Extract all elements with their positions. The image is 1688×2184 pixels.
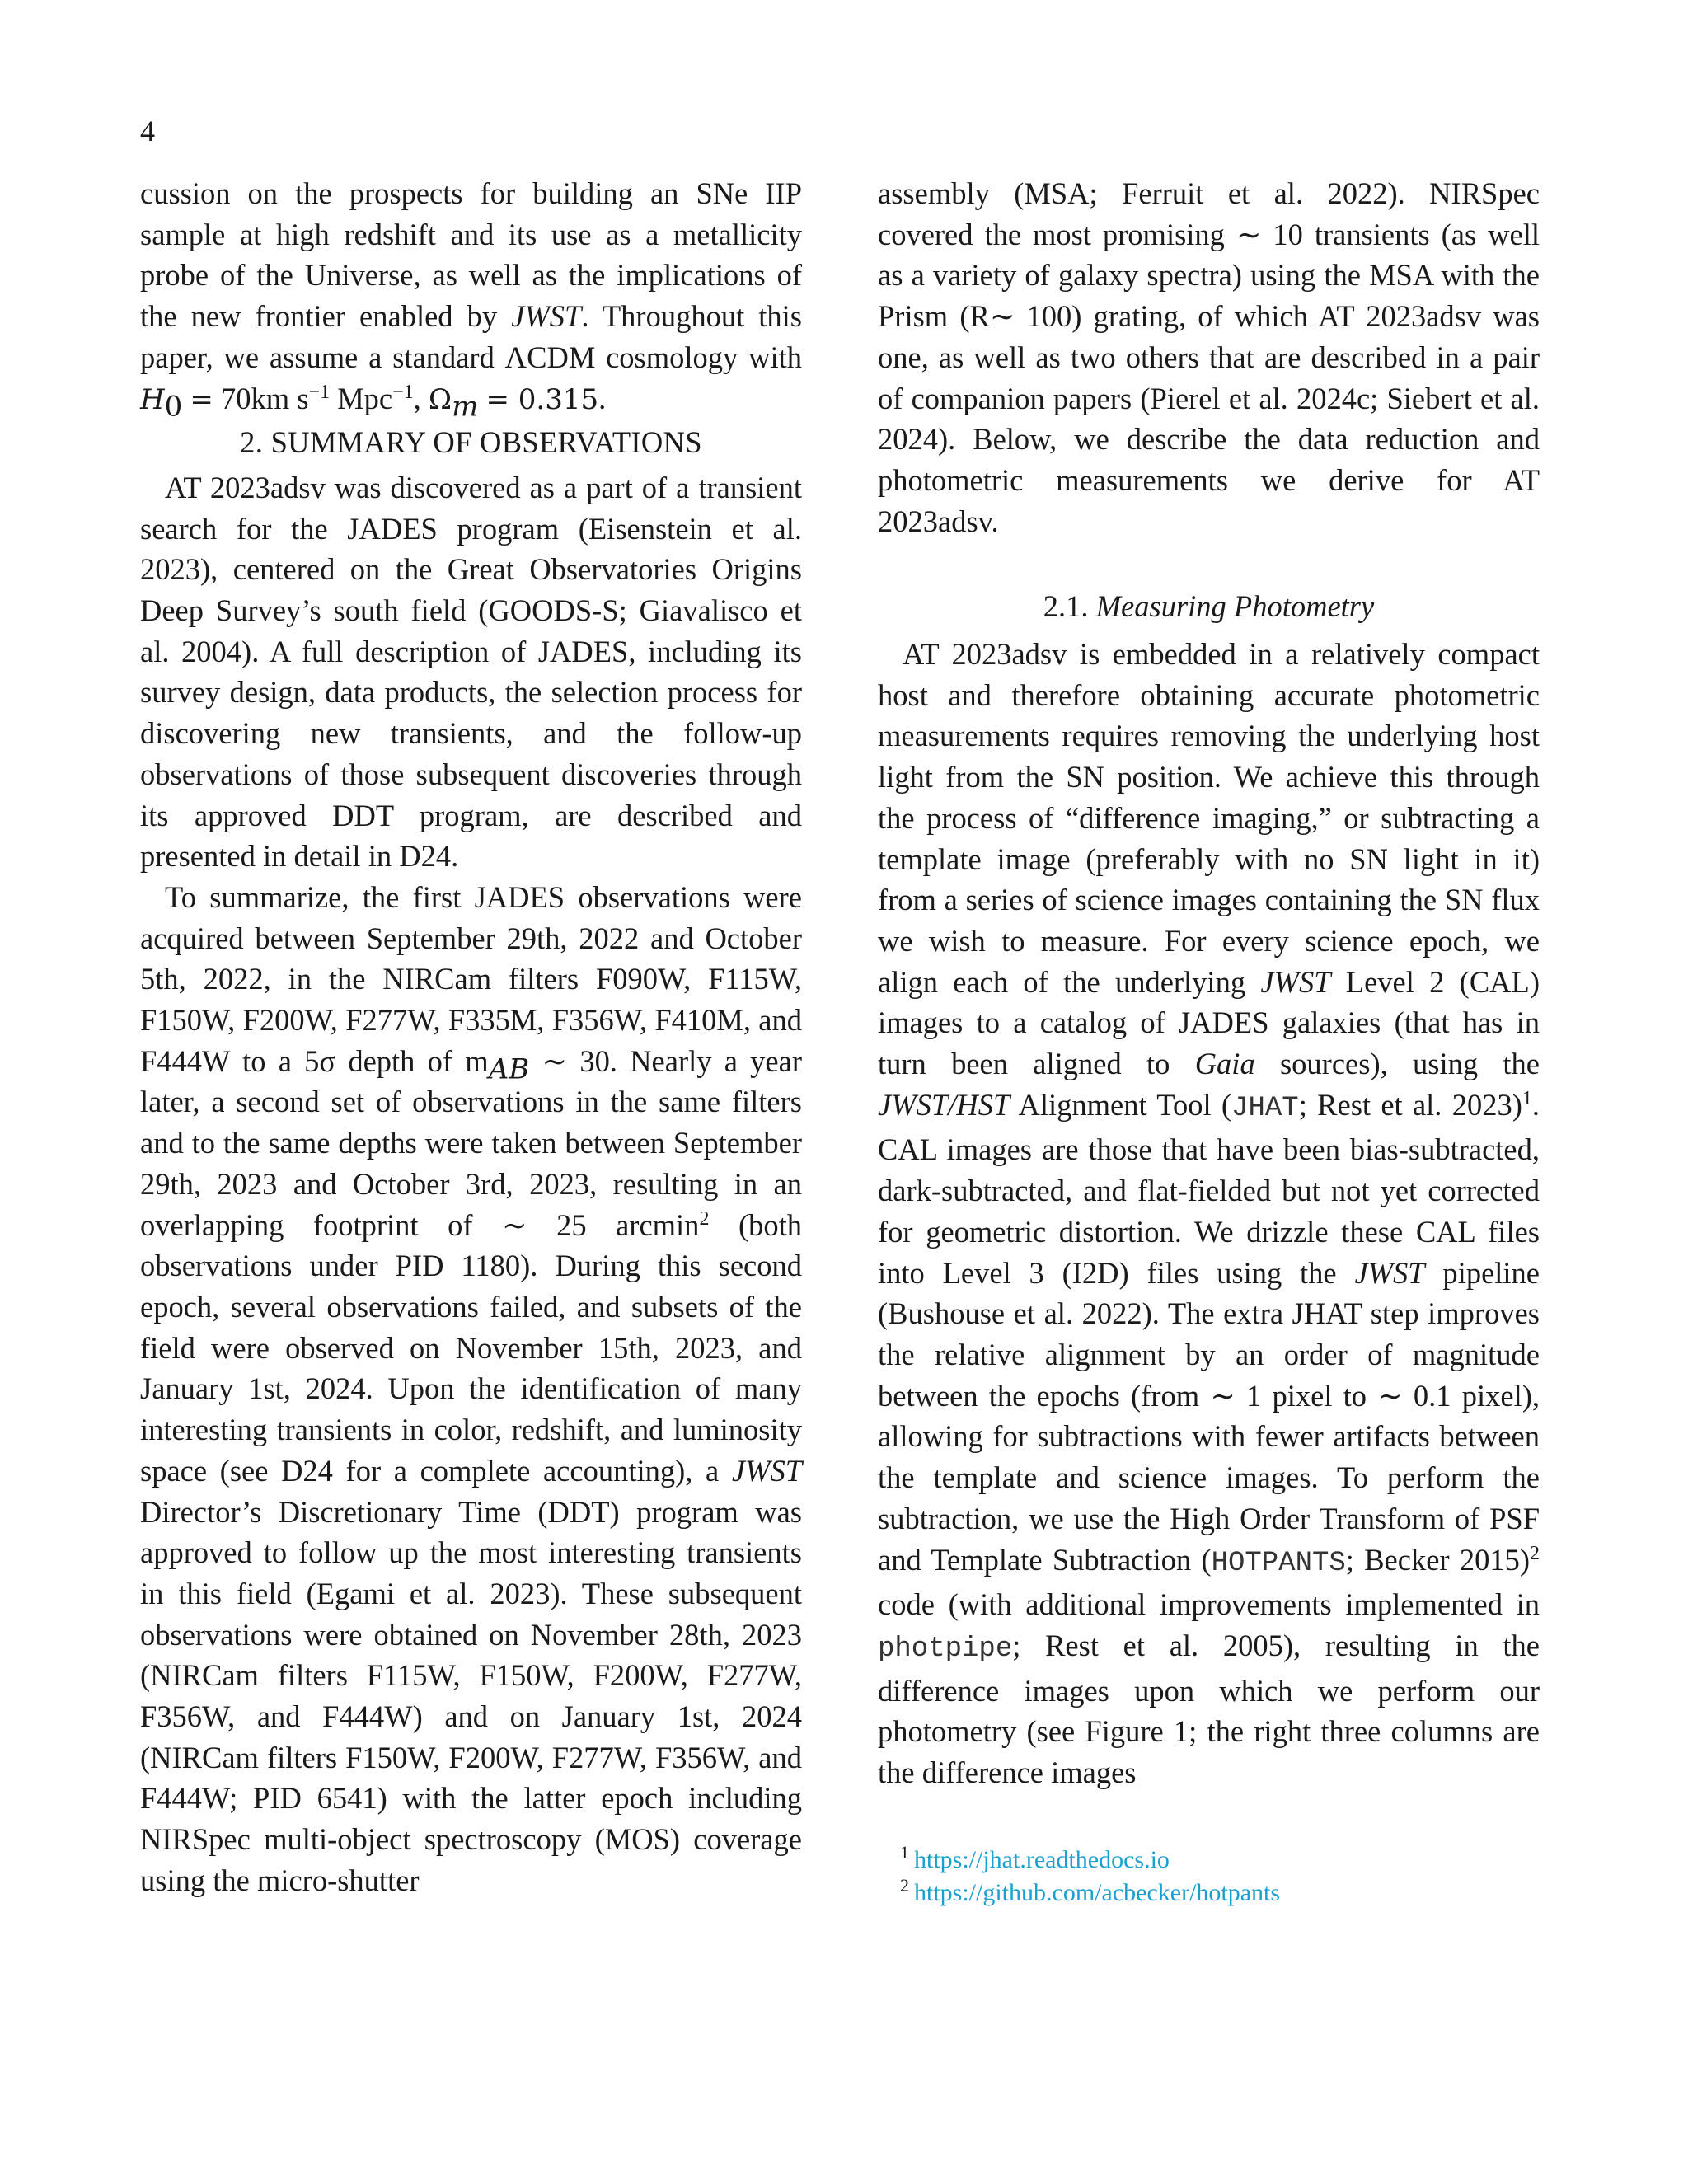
footnote-link-hotpants[interactable]: https://github.com/acbecker/hotpants — [914, 1879, 1281, 1906]
paragraph-msa-continuation: assembly (MSA; Ferruit et al. 2022). NIRSpec covered the most promising ∼ 10 transients (as well as a variety of galaxy spectra) using the MSA with the Prism (R∼ 100) grating, of which AT 2023adsv was one, as well as two others that are described in a pair of companion papers (Pierel et al. 2024c; Siebert et al. 2024). Below, we describe the data reduction and photometric measurements we derive for AT 2023adsv. — [878, 176, 1540, 538]
footnote-2: $^2$ https://github.com/acbecker/hotpants — [900, 1875, 1281, 1906]
subsection-heading-measuring-photometry: 2.1. Measuring Photometry — [1043, 589, 1375, 624]
footnote-ref-1: 1 — [1522, 1087, 1532, 1109]
section-heading-summary-of-observations: 2. SUMMARY OF OBSERVATIONS — [240, 425, 702, 460]
page-number: 4 — [140, 115, 155, 148]
footnote-link-jhat[interactable]: https://jhat.readthedocs.io — [914, 1846, 1170, 1873]
footnote-1: $^1$ https://jhat.readthedocs.io — [900, 1842, 1170, 1873]
paragraph-summary-observations: To summarize, the first JADES observations were acquired between September 29th, 2022 and October 5th, 2022, in the NIRCam filters F090W, F115W, F150W, F200W, F277W, F335M, F356W, F410M, and F444W to a 5σ depth of $m_{AB}$ ∼ 30. Nearly a year later, a second set of observations in the same filters and to the same depths were taken between September 29th, 2023 and October 3rd, 2023, resulting in an overlapping footprint of ∼ 25 arcmin$^2$ (both observations under PID 1180). During this second epoch, several observations failed, and subsets of the field were observed on November 15th, 2023, and January 1st, 2024. Upon the identification of many interesting transients in color, redshift, and luminosity space (see D24 for a complete accounting), a JWST Director’s Discretionary Time (DDT) program was approved to follow up the most interesting transients in this field (Egami et al. 2023). These subsequent observations were obtained on November 28th, 2023 (NIRCam filters F115W, F150W, F200W, F277W, F356W, and F444W) and on January 1st, 2024 (NIRCam filters F150W, F200W, F277W, F356W, and F444W; PID 6541) with the latter epoch including NIRSpec multi-object spectroscopy (MOS) coverage using the micro-shutter — [140, 879, 803, 1897]
paragraph-discovery: AT 2023adsv was discovered as a part of a transient search for the JADES program (Eisenstein et al. 2023), centered on the Great Observatories Origins Deep Survey’s south field (GOODS-S; Giavalisco et al. 2004). A full description of JADES, including its survey design, data products, the selection process for discovering new transients, and the follow-up observations of those subsequent discoveries through its approved DDT program, are described and presented in detail in D24. — [140, 470, 802, 874]
footnotes — [900, 1844, 1280, 1910]
left-column — [140, 173, 802, 1901]
footnote-ref-2: 2 — [1530, 1542, 1540, 1564]
right-column — [878, 173, 1540, 1793]
paragraph-photometry: AT 2023adsv is embedded in a relatively compact host and therefore obtaining accurate photometric measurements requires removing the underlying host light from the SN position. We achieve this through the process of “difference imaging,” or subtracting a template image (preferably with no SN light in it) from a series of science images containing the SN flux we wish to measure. For every science epoch, we align each of the underlying JWST Level 2 (CAL) images to a catalog of JADES galaxies (that has in turn been aligned to Gaia sources), using the JWST/HST Alignment Tool (JHAT; Rest et al. 2023)$^1$. CAL images are those that have been bias-subtracted, dark-subtracted, and flat-fielded but not yet corrected for geometric distortion. We drizzle these CAL files into Level 3 (I2D) files using the JWST pipeline (Bushouse et al. 2022). The extra JHAT step improves the relative alignment by an order of magnitude between the epochs (from ∼ 1 pixel to ∼ 0.1 pixel), allowing for subtractions with fewer artifacts between the template and science images. To perform the subtraction, we use the High Order Transform of PSF and Template Subtraction (HOTPANTS; Becker 2015)$^2$ code (with additional improvements implemented in photpipe; Rest et al. 2005), resulting in the difference images upon which we perform our photometry (see Figure 1; the right three columns are the difference images — [878, 637, 1540, 1790]
paragraph-intro-continuation: cussion on the prospects for building an SNe IIP sample at high redshift and its use as a metallicity probe of the Universe, as well as the implications of the new frontier enabled by JWST. Throughout this paper, we assume a standard ΛCDM cosmology with $H_0 = 70km$ $s^{-1}$ Mpc$^{-1}$, $\Omega_m = 0.315$. — [140, 176, 803, 423]
